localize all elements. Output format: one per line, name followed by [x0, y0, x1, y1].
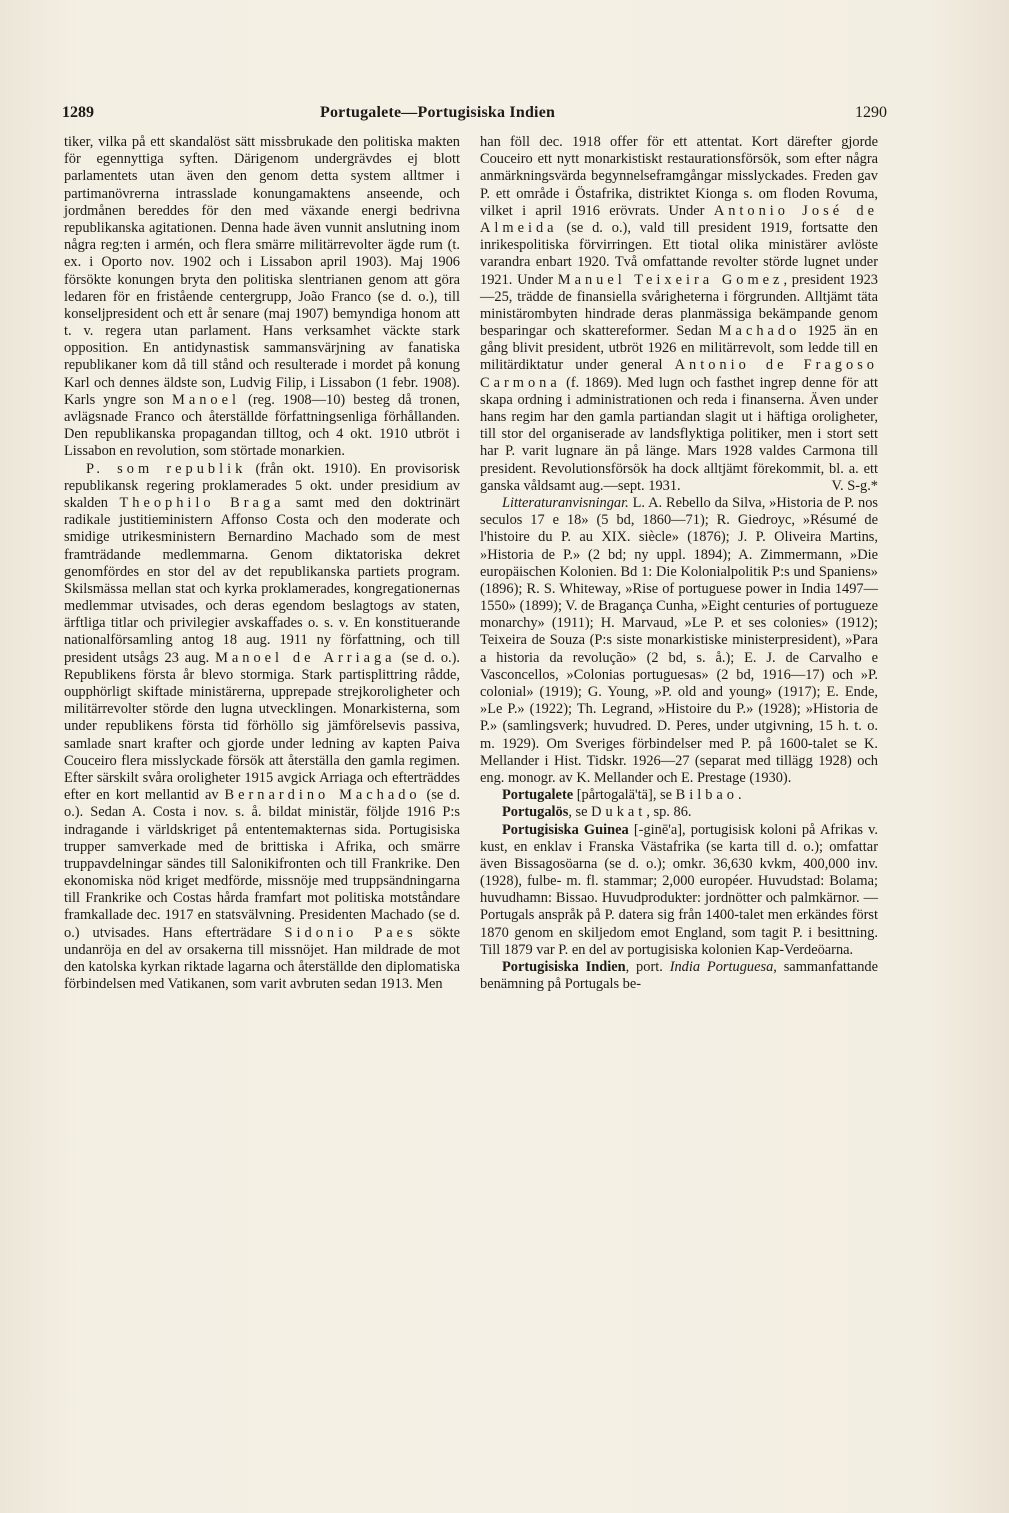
text-run: , port. — [625, 959, 670, 975]
spaced-name: Machado — [718, 323, 801, 340]
text-run: , president 1923—25, trädde de finansiella svårigheterna i förgrunden. Alltjämt täta ministärombyten hindrade deras planmässiga bekämpande genom besparingar och skattereformer. Sedan — [480, 271, 879, 340]
entry-portugisiska-indien — [480, 959, 878, 993]
text-run: (se d. o.). Republikens första år blevo stormiga. Stark partisplittring rådde, oupphörligt skiftade ministärerna, upprepade strejkoroligheter och militärrevolter störde den lugna utvecklingen. Monarkisterna, som under republikens första tid förhöllo sig jämförelsevis passiva, samlade snart krafter och gjorde under ledning av kapten Paiva Couceiro flera misslyckade försök att återställa den gamla regimen. Efter särskilt svåra oroligheter 1915 avgick Arriaga och efterträddes efter en kort mellantid av — [64, 649, 460, 804]
text-run: , se — [568, 804, 592, 821]
literature-heading: Litteraturanvisningar. — [502, 494, 629, 511]
spaced-name: Sidonio Paes — [284, 924, 417, 941]
paragraph — [64, 134, 460, 461]
italic-term: India Portuguesa — [669, 959, 774, 975]
right-column — [480, 134, 878, 993]
text-run: tiker, vilka på ett skandalöst sätt missbrukade den politiska makten för egennyttiga syften. Därigenom undergrävdes ej blott parlamentets utan även den genom detta system alltmer i partimanövrerna intrasslade konungamaktens anseende, och jordmånen bereddes för den med växande energi bedrivna republikanska agitationen. Denna hade även vunnit anslutning inom några reg:ten i armén, och flera smärre militärrevolter ägde rum (t. ex. i Oporto nov. 1902 och i Lissabon april 1903). Maj 1906 försökte konungen bryta den politiska slentrianen genom att göra ledaren för en fristående centergrupp, João Franco (se d. o.), till konseljpresident och ett år senare (maj 1907) bemyndiga honom att t. v. regera utan parlament. Hans verksamhet väckte stark opposition. En antidynastisk sammansvärjning av fanatiska republikaner kom då till stånd och resulterade i mordet på konung Karl och dennes äldste son, Ludvig Filip, i Lissabon (1 febr. 1908). Karls yngre son — [64, 134, 460, 408]
text-run: samt med den doktrinärt radikale justitieministern Affonso Costa och den moderate och smidige utrikesministern Bernardino Machado som de mest framträdande medlemmarna. Genom diktatoriska dekret genomfördes en stor del av det republikanska partiets program. Skilsmässa mellan stat och kyrka proklamerades, kongregationernas medlemmar utvisades, och deras egendom beslagtogs av staten, ärftliga titlar och privilegier avskaffades o. s. v. En konstituerande nationalförsamling antog 18 aug. 1911 ny författning, och till president utsågs 23 aug. — [64, 494, 461, 666]
paragraph — [480, 495, 878, 787]
author-signature: V. S-g.* — [831, 477, 878, 494]
paragraph — [64, 461, 460, 994]
entry-portugisiska-guinea — [480, 822, 878, 960]
section-heading: P. som republik — [86, 460, 247, 477]
text-run: 1925 än en gång blivit president, utbröt 1926 en militärrevolt, som ledde till en militärdiktatur under general — [480, 323, 878, 374]
cross-reference: Dukat — [591, 804, 647, 821]
spaced-name: Manuel Teixeira Gomez — [557, 271, 784, 288]
text-run: (f. 1869). Med lugn och fasthet ingrep denne för att skapa ordning i administrationen och reda i finanserna. Även under hans regim har den gamla partiandan slagit ut i häftiga oroligheter, till stor del organiserade av landsflyktiga politiker, men i stort sett har P. varit lugnare än på länge. Mars 1928 valdes Carmona till president. Revolutionsförsök ha dock alltjämt förekommit, bl. a. ett ganska våldsamt aug.—sept. 1931. — [480, 374, 878, 494]
cross-reference: Bilbao — [675, 787, 738, 804]
text-run: , sp. 86. — [646, 804, 692, 821]
text-run: [-ginē'a], portugisisk koloni på Afrikas v. kust, en enklav i Franska Västafrika (se karta till d. o.); omfattar även Bissagosöarna (se d. o.); omkr. 36,630 kvkm, 400,000 inv. (1928), fulbe- m. fl. stammar; 2,000 européer. Huvudstad: Bolama; huvudhamn: Bissao. Huvudprodukter: jordnötter och palmkärnor. — Portugals anspråk på P. datera sig från 1400-talet men erkändes först 1870 genom en skiljedom emot England, som tagit P. i besittning. Till 1879 var P. en del av portugisiska kolonien Kap-Verdeöarna. — [480, 821, 878, 958]
left-column — [64, 134, 460, 993]
spaced-name: Antonio José de Almeida — [480, 202, 879, 236]
entry-portugalete — [480, 787, 878, 804]
spaced-name: Manoel — [172, 391, 240, 408]
running-title: Portugalete—Portugisiska Indien — [320, 104, 556, 121]
spaced-name: Manoel de Arriaga — [215, 649, 396, 666]
text-run: , sammanfattande benämning på Portugals be- — [480, 959, 879, 993]
text-run: [pårtogalä'tä], se — [573, 787, 676, 804]
entry-headword: Portugalös — [502, 804, 569, 821]
page-number-left: 1289 — [62, 104, 94, 121]
text-run: han föll dec. 1918 offer för ett attentat. Kort därefter gjorde Couceiro ett nytt monarkistiskt restaurationsförsök, som efter några anmärkningsvärda begynnelseframgångar misslyckades. Freden gav P. ett område i Östafrika, distriktet Kionga s. om floden Rovuma, vilket i april 1916 erövrats. Under — [480, 134, 878, 219]
page-number-right: 1290 — [855, 104, 887, 121]
text-run: L. A. Rebello da Silva, »Historia de P. nos seculos 17 e 18» (5 bd, 1860—71); R. Giedroyc, »Résumé de l'histoire du P. au XIX. siècle» (1876); J. P. Oliveira Martins, »Historia de P.» (2 bd; ny uppl. 1894); A. Zimmermann, »Die europäischen Kolonien. Bd 1: Die Kolonialpolitik P:s und Spaniens» (1896); R. S. Whiteway, »Rise of portuguese power in India 1497—1550» (1899); V. de Bragança Cunha, »Eight centuries of portugueze monarchy» (1911); H. Marvaud, »Le P. et ses colonies» (1912); Teixeira de Souza (P:s siste monarkistiske ministerpresident), »Para a historia da revolução» (2 bd, s. å.); E. J. de Carvalho e Vasconcellos, »Colonias portuguesas» (2 bd, 1916—17) och »P. colonial» (1919); G. Young, »P. old and young» (1917); E. Ende, »Le P.» (1922); Th. Legrand, »Histoire du P.» (1928); »Historia de P.» (samlingsverk; huvudred. D. Peres, under utgivning, 15 h. t. o. m. 1929). Om Sveriges förbindelser med P. på 1600-talet se K. Mellander i Hist. Tidskr. 1926—27 (separat med tillägg 1928) och eng. monogr. av K. Mellander och E. Prestage (1930). — [480, 494, 878, 786]
entry-portugalos — [480, 804, 878, 821]
page-header — [62, 104, 887, 128]
text-run: sökte undanröja en del av orsakerna till missnöjet. Han mildrade de mot den katolska kyrkan riktade lagarna och återställde den diplomatiska förbindelsen med Vatikanen, som varit avbruten sedan 1913. Men — [64, 924, 460, 993]
spaced-name: Theophilo Braga — [119, 494, 285, 511]
paragraph — [480, 134, 878, 495]
entry-headword: Portugisiska Guinea — [502, 821, 629, 838]
text-run: (se d. o.), vald till president 1919, fortsatte den inrikespolitiska förvirringen. Ett tiotal olika ministärer avlöste varandra enbart 1920. Två omfattande revolter störde lugnet under 1921. Under — [480, 219, 878, 288]
spaced-name: Antonio de Fragoso Carmona — [480, 357, 878, 391]
text-run: (från okt. 1910). En provisorisk republikansk regering proklamerades 5 okt. under presidium av skalden — [64, 460, 460, 511]
entry-headword: Portugisiska Indien — [502, 959, 626, 975]
entry-headword: Portugalete — [502, 787, 574, 804]
spaced-name: Bernardino Machado — [224, 787, 421, 804]
text-run: (reg. 1908—10) besteg då tronen, avlägsnade Franco och återställde författningsenliga förhållanden. Den republikanska propagandan tilltog, och 4 okt. 1910 utbröt i Lissabon en revolution, som störtade monarkien. — [64, 391, 460, 460]
text-run: (se d. o.). Sedan A. Costa i nov. s. å. bildat ministär, följde 1916 P:s indragande i världskriget på ententemakternas sida. Portugisiska trupper samverkade med de brittiska i Afrika, och smärre truppavdelningar sändes till Salonikifronten och till Frankrike. Den ekonomiska nöd kriget medförde, missnöje med truppsändningarna till Frankrike och Costas hårda framfart mot politiska motståndare framkallade dec. 1917 en statsvälvning. Presidenten Machado (se d. o.) utvisades. Hans efterträdare — [64, 787, 460, 941]
text-run: . — [737, 787, 742, 804]
